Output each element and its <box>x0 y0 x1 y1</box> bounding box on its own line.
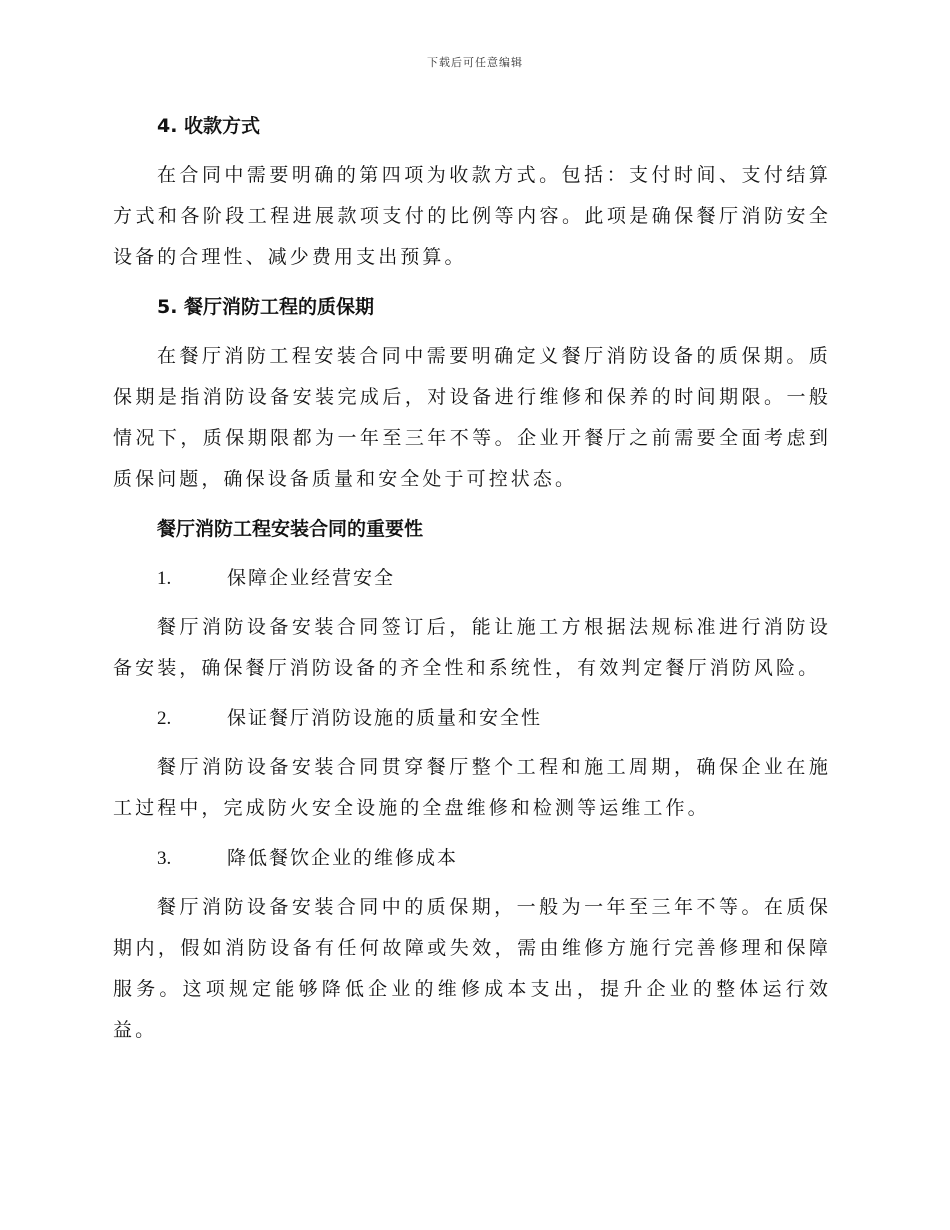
item-paragraph: 餐厅消防设备安装合同中的质保期，一般为一年至三年不等。在质保期内，假如消防设备有任何故障或失效，需由维修方施行完善修理和保障服务。这项规定能够降低企业的维修成本支出，提升企业的整体运行效益。 <box>113 896 831 1041</box>
numbered-item-heading <box>113 558 831 598</box>
item-paragraph: 餐厅消防设备安装合同贯穿餐厅整个工程和施工周期，确保企业在施工过程中，完成防火安全设施的全盘维修和检测等运维工作。 <box>113 756 831 819</box>
section-heading-payment: 4. 收款方式 <box>157 115 261 137</box>
item-title: 保障企业经营安全 <box>227 567 396 589</box>
section-heading-importance: 餐厅消防工程安装合同的重要性 <box>157 518 424 540</box>
section-paragraph-warranty: 在餐厅消防工程安装合同中需要明确定义餐厅消防设备的质保期。质保期是指消防设备安装完成后，对设备进行维修和保养的时间期限。一般情况下，质保期限都为一年至三年不等。企业开餐厅之前需要全面考虑到质保问题，确保设备质量和安全处于可控状态。 <box>113 345 831 490</box>
numbered-item-heading <box>113 838 831 878</box>
item-number: 2. <box>157 708 172 729</box>
item-number: 3. <box>157 848 172 869</box>
section-paragraph-payment: 在合同中需要明确的第四项为收款方式。包括：支付时间、支付结算方式和各阶段工程进展款项支付的比例等内容。此项是确保餐厅消防安全设备的合理性、减少费用支出预算。 <box>113 164 831 268</box>
document-body <box>113 106 831 1060</box>
item-title: 降低餐饮企业的维修成本 <box>227 847 459 869</box>
item-title: 保证餐厅消防设施的质量和安全性 <box>227 707 543 729</box>
numbered-item-heading <box>113 698 831 738</box>
item-number: 1. <box>157 568 172 589</box>
item-paragraph: 餐厅消防设备安装合同签订后，能让施工方根据法规标准进行消防设备安装，确保餐厅消防设备的齐全性和系统性，有效判定餐厅消防风险。 <box>113 616 831 679</box>
section-heading-warranty: 5. 餐厅消防工程的质保期 <box>157 296 375 318</box>
page-header: 下载后可任意编辑 <box>427 56 523 69</box>
